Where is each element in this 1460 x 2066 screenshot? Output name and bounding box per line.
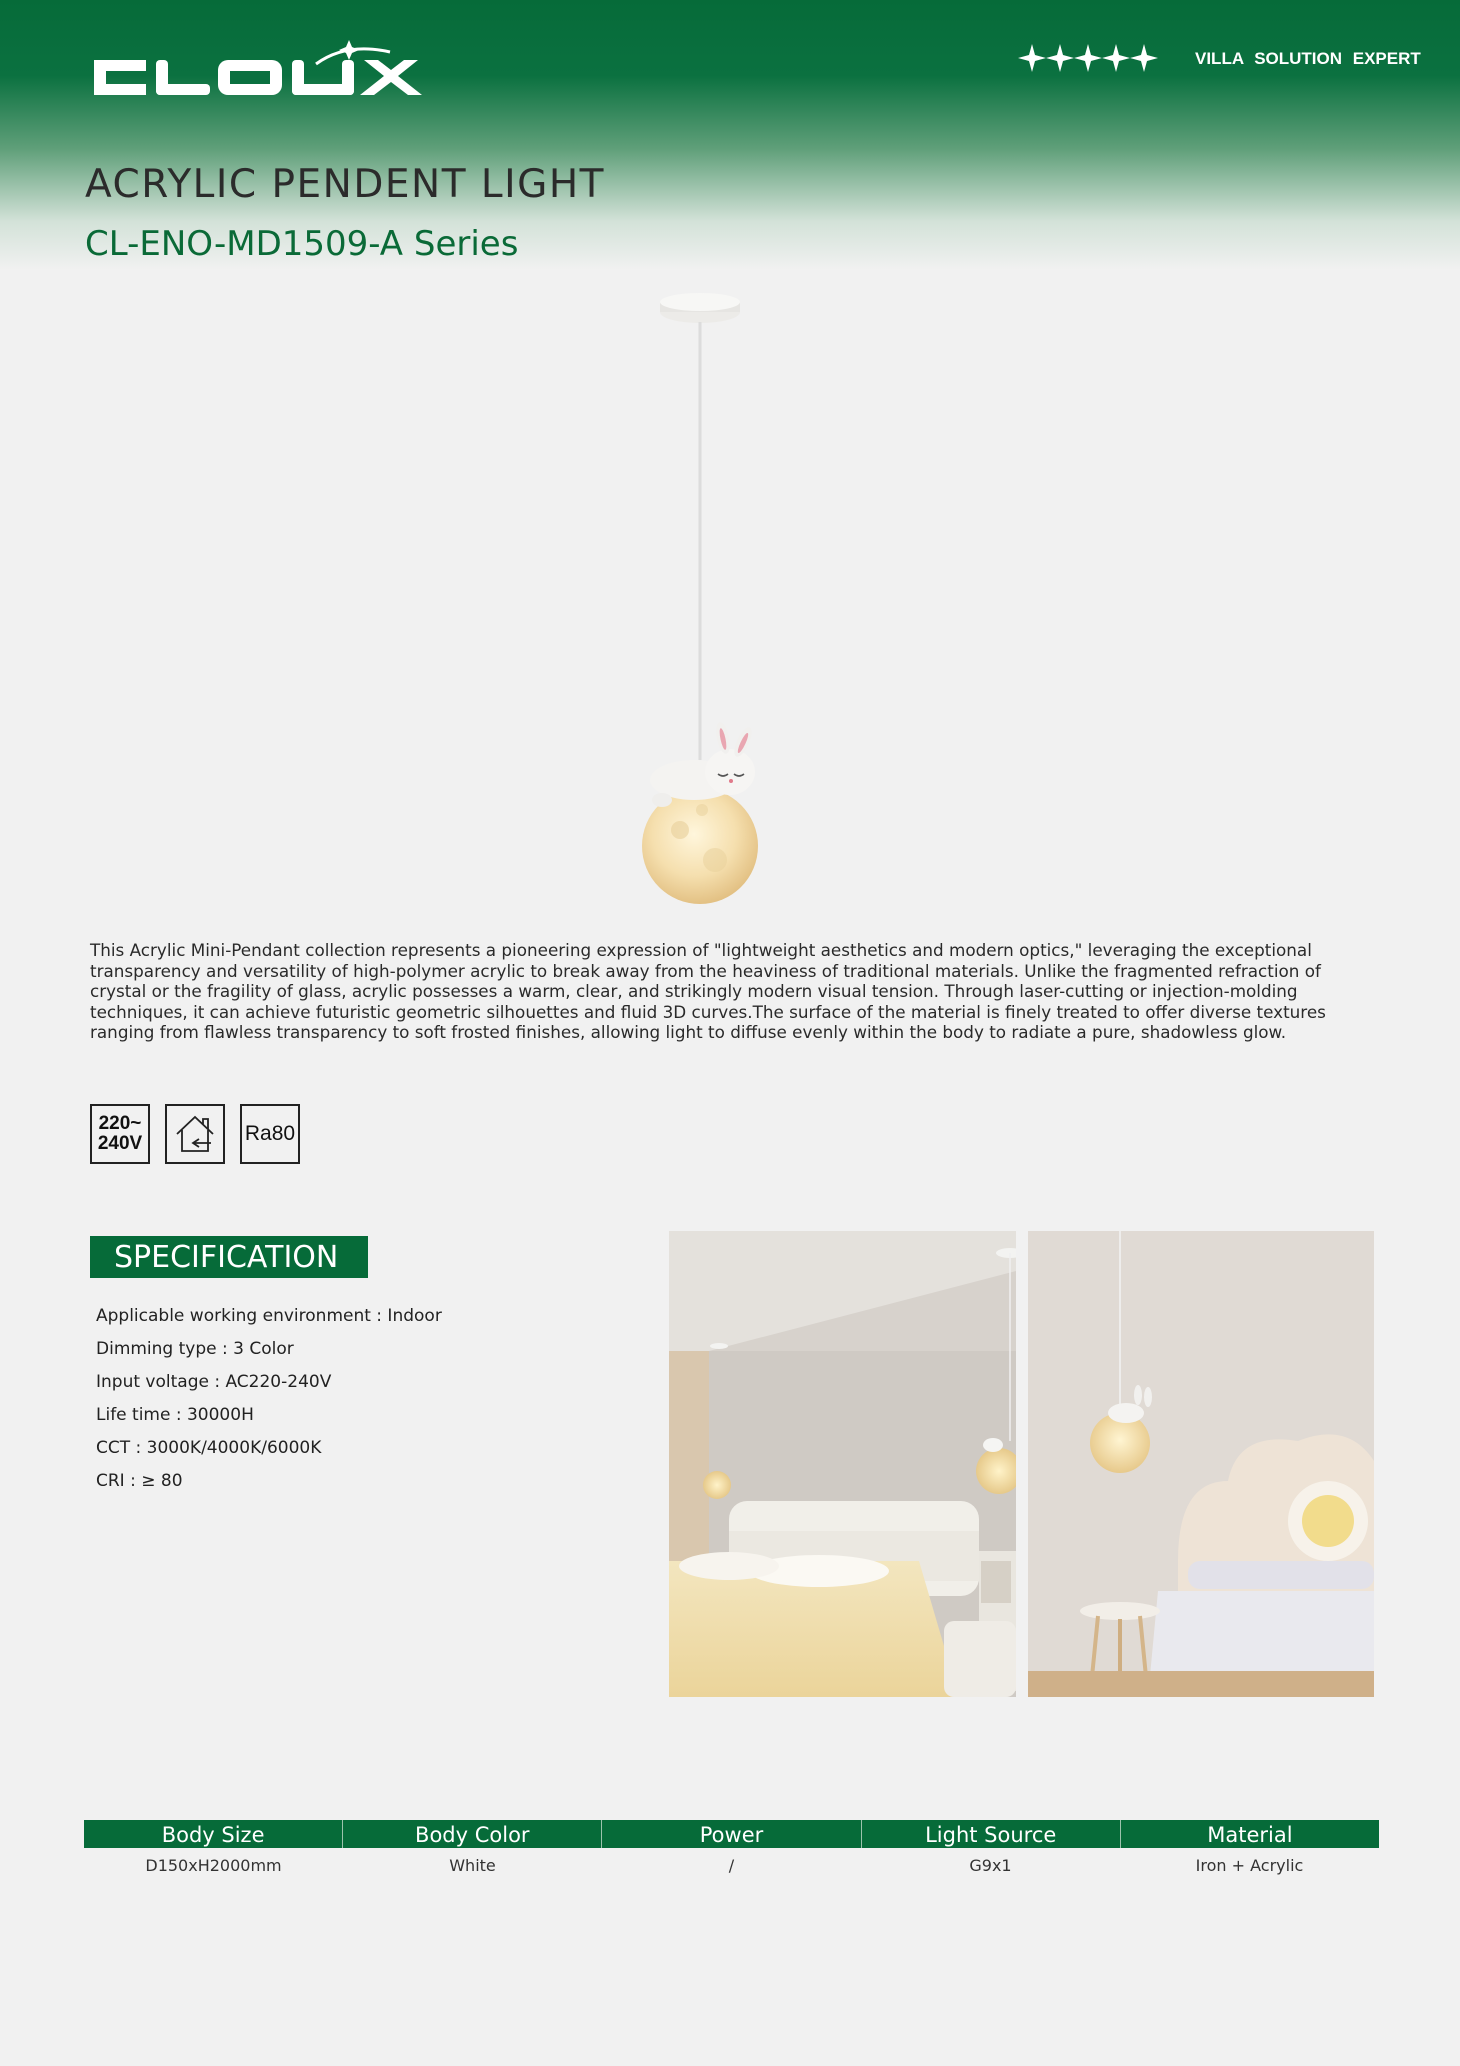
voltage-badge-line1: 220~ [98, 1113, 142, 1134]
spec-item: Applicable working environment : Indoor [96, 1306, 442, 1326]
product-title: ACRYLIC PENDENT LIGHT [85, 162, 606, 207]
spec-table-row [84, 1856, 1379, 1875]
pendant-lamp-image [610, 290, 790, 930]
voltage-badge-line2: 240V [97, 1133, 143, 1154]
bedroom-photo-right [1028, 1231, 1374, 1697]
spec-item: Life time : 30000H [96, 1405, 254, 1425]
spec-item: Dimming type : 3 Color [96, 1339, 294, 1359]
header-body-color: Body Color [343, 1820, 602, 1848]
specification-list [96, 1300, 442, 1498]
header-light-source: Light Source [862, 1820, 1121, 1848]
bedroom-photo-left [669, 1231, 1016, 1697]
cri-badge: Ra80 [240, 1104, 300, 1164]
header-body-size: Body Size [84, 1820, 343, 1848]
spec-table-header [84, 1820, 1379, 1848]
value-power: / [728, 1856, 735, 1875]
specification-heading: SPECIFICATION [90, 1236, 368, 1278]
value-light-source: G9x1 [969, 1856, 1012, 1875]
spec-item: CRI : ≥ 80 [96, 1471, 183, 1491]
rating-stars [1018, 40, 1160, 76]
spec-item: Input voltage : AC220-240V [96, 1372, 332, 1392]
header-material: Material [1207, 1823, 1293, 1847]
voltage-badge [90, 1104, 150, 1164]
product-description: This Acrylic Mini-Pendant collection represents a pioneering expression of "lightweight aesthetics and modern optics," leveraging the exceptional transparency and versatility of high-polymer acrylic to break away from the heaviness of traditional materials. Unlike the fragmented refraction of crystal or the fragility of glass, acrylic possesses a warm, clear, and strikingly modern visual tension. Through laser-cutting or injection-molding techniques, it can achieve futuristic geometric silhouettes and fluid 3D curves.The surface of the material is finely treated to offer diverse textures ranging from flawless transparency to soft frosted finishes, allowing light to diffuse evenly within the body to radiate a pure, shadowless glow. [90, 940, 1326, 1042]
value-body-size: D150xH2000mm [145, 1856, 282, 1875]
value-body-color: White [449, 1856, 496, 1875]
header-power: Power [602, 1820, 861, 1848]
indoor-badge [165, 1104, 225, 1164]
product-series: CL-ENO-MD1509-A Series [85, 224, 519, 264]
cloux-logo [84, 38, 436, 100]
value-material: Iron + Acrylic [1195, 1856, 1304, 1875]
brand-tagline: VILLA SOLUTION EXPERT [1195, 49, 1421, 68]
house-indoor-icon [171, 1112, 219, 1156]
spec-item: CCT : 3000K/4000K/6000K [96, 1438, 322, 1458]
